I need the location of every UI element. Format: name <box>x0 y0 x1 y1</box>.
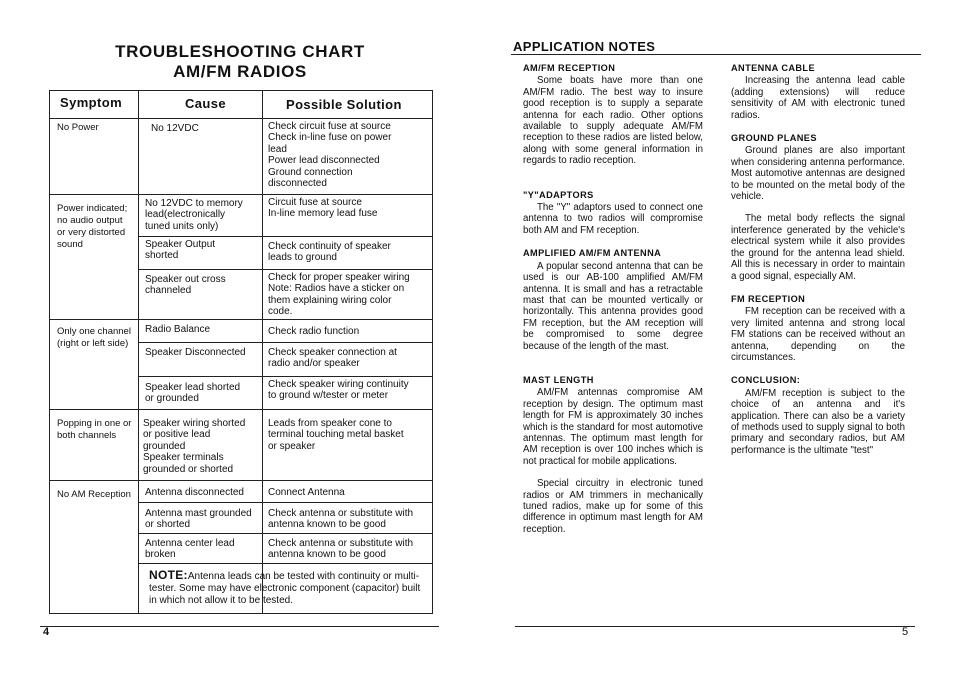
symptom-no-audio: Power indicated; no audio output or very distorted sound <box>57 203 128 250</box>
section-body: Some boats have more than one AM/FM radio. The best way to insure good reception is to supply a separate antenna for each radio. Other options available to supply adequate AM/FM reception to these radios are listed below, along with some general information in regards to radio reception. <box>523 75 703 167</box>
symptom-popping: Popping in one or both channels <box>57 418 132 441</box>
cause-cell: Speaker out cross channeled <box>145 274 226 297</box>
cause-cell: Antenna center lead broken <box>145 538 235 561</box>
section-body: Ground planes are also important when considering antenna performance. Most automotive antennas are designed to be mounted on the metal body of the vehicle. <box>731 145 905 203</box>
cause-cell: Speaker Disconnected <box>145 347 246 358</box>
right-header-rule <box>511 54 921 55</box>
symptom-one-channel: Only one channel (right or left side) <box>57 326 131 349</box>
section-heading: "Y"ADAPTORS <box>523 189 594 200</box>
chart-subtitle: AM/FM RADIOS <box>173 62 307 81</box>
right-footer-rule <box>515 626 915 627</box>
section-heading: ANTENNA CABLE <box>731 63 815 73</box>
symptom-no-am: No AM Reception <box>57 489 131 500</box>
symptom-no-power: No Power <box>57 122 99 133</box>
solution-cell: Circuit fuse at source In-line memory lead fuse <box>268 197 378 220</box>
note-label: NOTE: <box>149 568 188 582</box>
section-body: A popular second antenna that can be used is our AB-100 amplified AM/FM antenna. It is small and has a retractable mast that can be mounted vertically or horizontally. This antenna provides good FM reception, but the AM reception will be compromised to some degree because of the length of the mast. <box>523 260 703 352</box>
solution-cell: Check radio function <box>268 326 360 337</box>
solution-cell: Leads from speaker cone to terminal touching metal basket or speaker <box>268 418 404 452</box>
header-cause: Cause <box>185 96 227 111</box>
application-notes-title: APPLICATION NOTES <box>513 39 656 54</box>
section-body: The "Y" adaptors used to connect one antenna to two radios will compromise both AM and FM reception. <box>523 202 703 236</box>
table-note <box>149 569 427 607</box>
section-heading: AM/FM RECEPTION <box>523 63 616 73</box>
solution-cell: Check circuit fuse at source Check in-line fuse on power lead Power lead disconnected Ground connection disconnected <box>268 121 392 190</box>
section-body: AM/FM antennas compromise AM reception by design. The optimum mast length for FM is approximately 30 inches which is the standard for most automotive antennas. The optimum mast length for AM reception is over 100 inches which is not practical for mobile applications. <box>523 387 703 467</box>
left-footer-rule <box>40 626 439 627</box>
solution-cell: Check antenna or substitute with antenna known to be good <box>268 508 414 531</box>
header-symptom: Symptom <box>60 95 123 110</box>
section-body: FM reception can be received with a very limited antenna and strong local FM stations can be received without an antenna, depending on the circumstances. <box>731 306 905 363</box>
section-heading: AMPLIFIED AM/FM ANTENNA <box>523 248 662 259</box>
chart-title: TROUBLESHOOTING CHART <box>115 42 365 61</box>
section-body: Increasing the antenna lead cable (adding extensions) will reduce sensitivity of AM with electronic tuned radios. <box>731 75 905 121</box>
section-body: Special circuitry in electronic tuned radios or AM trimmers in mechanically tuned radios, make up for some of this difference in optimum mast length for AM reception. <box>523 478 703 535</box>
cause-cell: Antenna disconnected <box>145 487 244 498</box>
page-number-right: 5 <box>902 626 909 638</box>
solution-cell: Check for proper speaker wiring Note: Radios have a sticker on them explaining wiring color code. <box>268 272 410 318</box>
section-heading: MAST LENGTH <box>523 374 594 385</box>
cause-cell: No 12VDC to memory lead(electronically tuned units only) <box>145 198 243 232</box>
cause-cell: Speaker wiring shorted or positive lead grounded Speaker terminals grounded or shorted <box>143 418 246 475</box>
section-heading: GROUND PLANES <box>731 133 817 144</box>
cause-cell: Speaker lead shorted or grounded <box>145 382 241 405</box>
troubleshooting-table <box>49 90 433 614</box>
cause-cell: Antenna mast grounded or shorted <box>145 508 252 531</box>
section-heading: CONCLUSION: <box>731 375 801 386</box>
solution-cell: Check speaker wiring continuity to ground w/tester or meter <box>268 379 409 402</box>
notes-column-left <box>523 63 703 535</box>
solution-cell: Check speaker connection at radio and/or speaker <box>268 347 397 370</box>
header-solution: Possible Solution <box>286 97 402 112</box>
cause-cell: Speaker Output shorted <box>145 239 216 262</box>
section-body: AM/FM reception is subject to the choice of an antenna and it's application. There can also be a variety of methods used to supply signal to both primary and secondary radios, but AM performance is the ultimate "test" <box>731 387 905 456</box>
page-number-left: 4 <box>43 626 50 638</box>
solution-cell: Check continuity of speaker leads to ground <box>268 241 391 264</box>
cause-cell: Radio Balance <box>145 324 211 335</box>
note-text: Antenna leads can be tested with continuity or multi-tester. Some may have electronic component (capacitor) built in which not allow it to be tested. <box>149 571 421 606</box>
solution-cell: Connect Antenna <box>268 487 345 498</box>
notes-column-right <box>731 63 905 456</box>
section-body: The metal body reflects the signal interference generated by the vehicle's electrical system while it also provides the ground for the antenna lead shield. All this is necessary in order to maintain a good signal, especially AM. <box>731 213 905 282</box>
solution-cell: Check antenna or substitute with antenna known to be good <box>268 538 414 561</box>
section-heading: FM RECEPTION <box>731 293 806 304</box>
cause-cell: No 12VDC <box>151 123 199 134</box>
